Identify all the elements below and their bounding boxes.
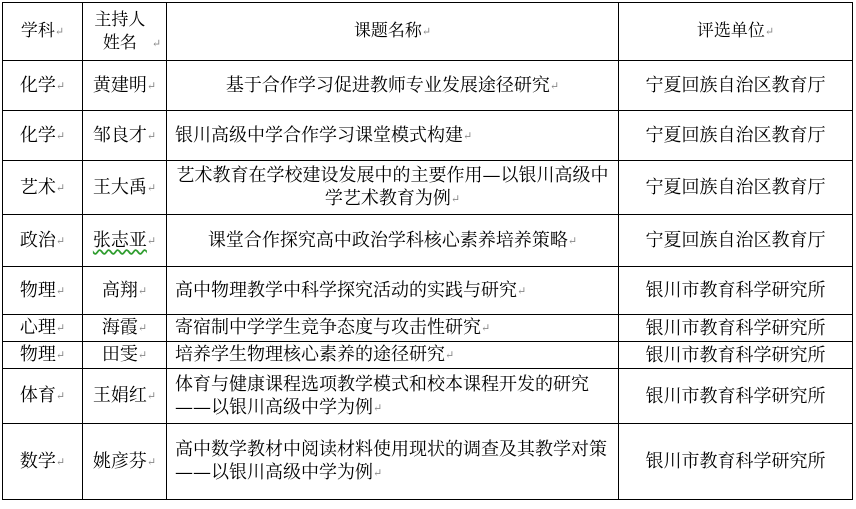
table-row <box>3 267 853 315</box>
cell-subject: 政治↵ <box>3 215 83 267</box>
cell-host: 高翔↵ <box>83 267 167 315</box>
table-row <box>3 215 853 267</box>
cell-title: 艺术教育在学校建设发展中的主要作用—以银川高级中学艺术教育为例↵ <box>167 161 619 215</box>
cell-host: 王娟红↵ <box>83 369 167 424</box>
cell-title: 寄宿制中学学生竞争态度与攻击性研究↵ <box>167 315 619 342</box>
header-subject: 学科↵ <box>3 3 83 61</box>
cell-subject: 物理↵ <box>3 267 83 315</box>
table-row <box>3 61 853 111</box>
cell-unit: 银川市教育科学研究所 <box>619 369 853 424</box>
cell-subject: 化学↵ <box>3 111 83 161</box>
cell-title: 基于合作学习促进教师专业发展途径研究↵ <box>167 61 619 111</box>
cell-unit: 银川市教育科学研究所 <box>619 315 853 342</box>
cell-subject: 心理↵ <box>3 315 83 342</box>
table-row <box>3 111 853 161</box>
cell-host: 张志亚↵ <box>83 215 167 267</box>
table-row <box>3 342 853 369</box>
cell-unit: 银川市教育科学研究所 <box>619 342 853 369</box>
cell-host: 邹良才↵ <box>83 111 167 161</box>
cell-title: 高中数学教材中阅读材料使用现状的调查及其教学对策——以银川高级中学为例↵ <box>167 424 619 500</box>
cell-unit: 宁夏回族自治区教育厅 <box>619 161 853 215</box>
cell-unit: 宁夏回族自治区教育厅 <box>619 215 853 267</box>
cell-subject: 物理↵ <box>3 342 83 369</box>
cell-host: 王大禹↵ <box>83 161 167 215</box>
header-title: 课题名称↵ <box>167 3 619 61</box>
cell-unit: 银川市教育科学研究所 <box>619 267 853 315</box>
cell-unit: 宁夏回族自治区教育厅 <box>619 61 853 111</box>
cell-title: 银川高级中学合作学习课堂模式构建↵ <box>167 111 619 161</box>
header-unit: 评选单位↵ <box>619 3 853 61</box>
cell-host: 田雯↵ <box>83 342 167 369</box>
cell-unit: 银川市教育科学研究所 <box>619 424 853 500</box>
cell-title: 课堂合作探究高中政治学科核心素养培养策略↵ <box>167 215 619 267</box>
table-row <box>3 369 853 424</box>
research-topics-table <box>2 2 853 500</box>
cell-subject: 体育↵ <box>3 369 83 424</box>
cell-host: 黄建明↵ <box>83 61 167 111</box>
cell-title: 培养学生物理核心素养的途径研究↵ <box>167 342 619 369</box>
table-header-row <box>3 3 853 61</box>
cell-subject: 艺术↵ <box>3 161 83 215</box>
cell-host: 海霞↵ <box>83 315 167 342</box>
cell-title: 体育与健康课程选项教学模式和校本课程开发的研究——以银川高级中学为例↵ <box>167 369 619 424</box>
table-row <box>3 424 853 500</box>
cell-unit: 宁夏回族自治区教育厅 <box>619 111 853 161</box>
table-row <box>3 161 853 215</box>
cell-title: 高中物理教学中科学探究活动的实践与研究↵ <box>167 267 619 315</box>
cell-host: 姚彦芬↵ <box>83 424 167 500</box>
table-row <box>3 315 853 342</box>
cell-subject: 化学↵ <box>3 61 83 111</box>
cell-subject: 数学↵ <box>3 424 83 500</box>
header-host: 主持人姓名 ↵ <box>83 3 167 61</box>
